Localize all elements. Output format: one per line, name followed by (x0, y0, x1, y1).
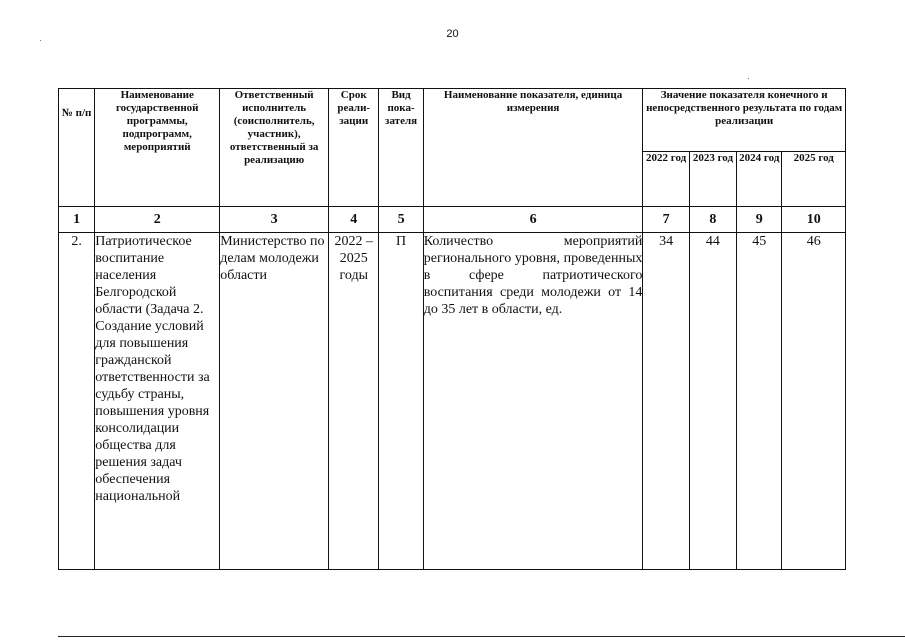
implementation-term: 2022 – 2025 годы (329, 233, 379, 570)
value-2024: 45 (737, 233, 782, 570)
value-2025: 46 (782, 233, 846, 570)
header-values-group: Значение показателя конечного и непосредственного результата по годам реализации (643, 89, 846, 152)
header-row (59, 89, 846, 152)
header-year: 2024 год (737, 152, 782, 207)
header-kind: Вид пока-зателя (379, 89, 423, 207)
scan-speck (40, 40, 41, 41)
indicator-kind: П (379, 233, 423, 570)
executor-name: Министерство по делам молодежи области (220, 233, 329, 570)
header-program: Наименование государственной программы, подпрограмм, мероприятий (95, 89, 220, 207)
page-edge-line (58, 636, 905, 637)
table-row (59, 233, 846, 570)
header-num: № п/п (59, 89, 95, 207)
column-number: 5 (379, 207, 423, 233)
column-number: 6 (423, 207, 643, 233)
indicator-table (58, 88, 846, 570)
header-indicator: Наименование показателя, единица измерения (423, 89, 643, 207)
column-number: 7 (643, 207, 689, 233)
column-number: 8 (689, 207, 736, 233)
value-2023: 44 (689, 233, 736, 570)
header-executor: Ответственный исполнитель (соисполнитель, участник), ответственный за реализацию (220, 89, 329, 207)
column-number: 2 (95, 207, 220, 233)
header-year: 2022 год (643, 152, 689, 207)
column-number: 9 (737, 207, 782, 233)
value-2022: 34 (643, 233, 689, 570)
column-number: 10 (782, 207, 846, 233)
page-number: 20 (446, 28, 459, 40)
header-year: 2023 год (689, 152, 736, 207)
program-name: Патриотическое воспитание населения Белгородской области (Задача 2. Создание условий для повышения гражданской ответственности за судьбу страны, повышения уровня консолидации общества для решения задач обеспечения национальной (95, 233, 220, 570)
column-numbers-row (59, 207, 846, 233)
column-number: 1 (59, 207, 95, 233)
indicator-name: Количество мероприятий регионального уровня, проведенных в сфере патриотического воспитания среди молодежи от 14 до 35 лет в области, ед. (423, 233, 643, 570)
header-term: Срок реали-зации (329, 89, 379, 207)
column-number: 4 (329, 207, 379, 233)
header-year: 2025 год (782, 152, 846, 207)
row-number: 2. (59, 233, 95, 570)
scan-speck (748, 78, 749, 79)
column-number: 3 (220, 207, 329, 233)
